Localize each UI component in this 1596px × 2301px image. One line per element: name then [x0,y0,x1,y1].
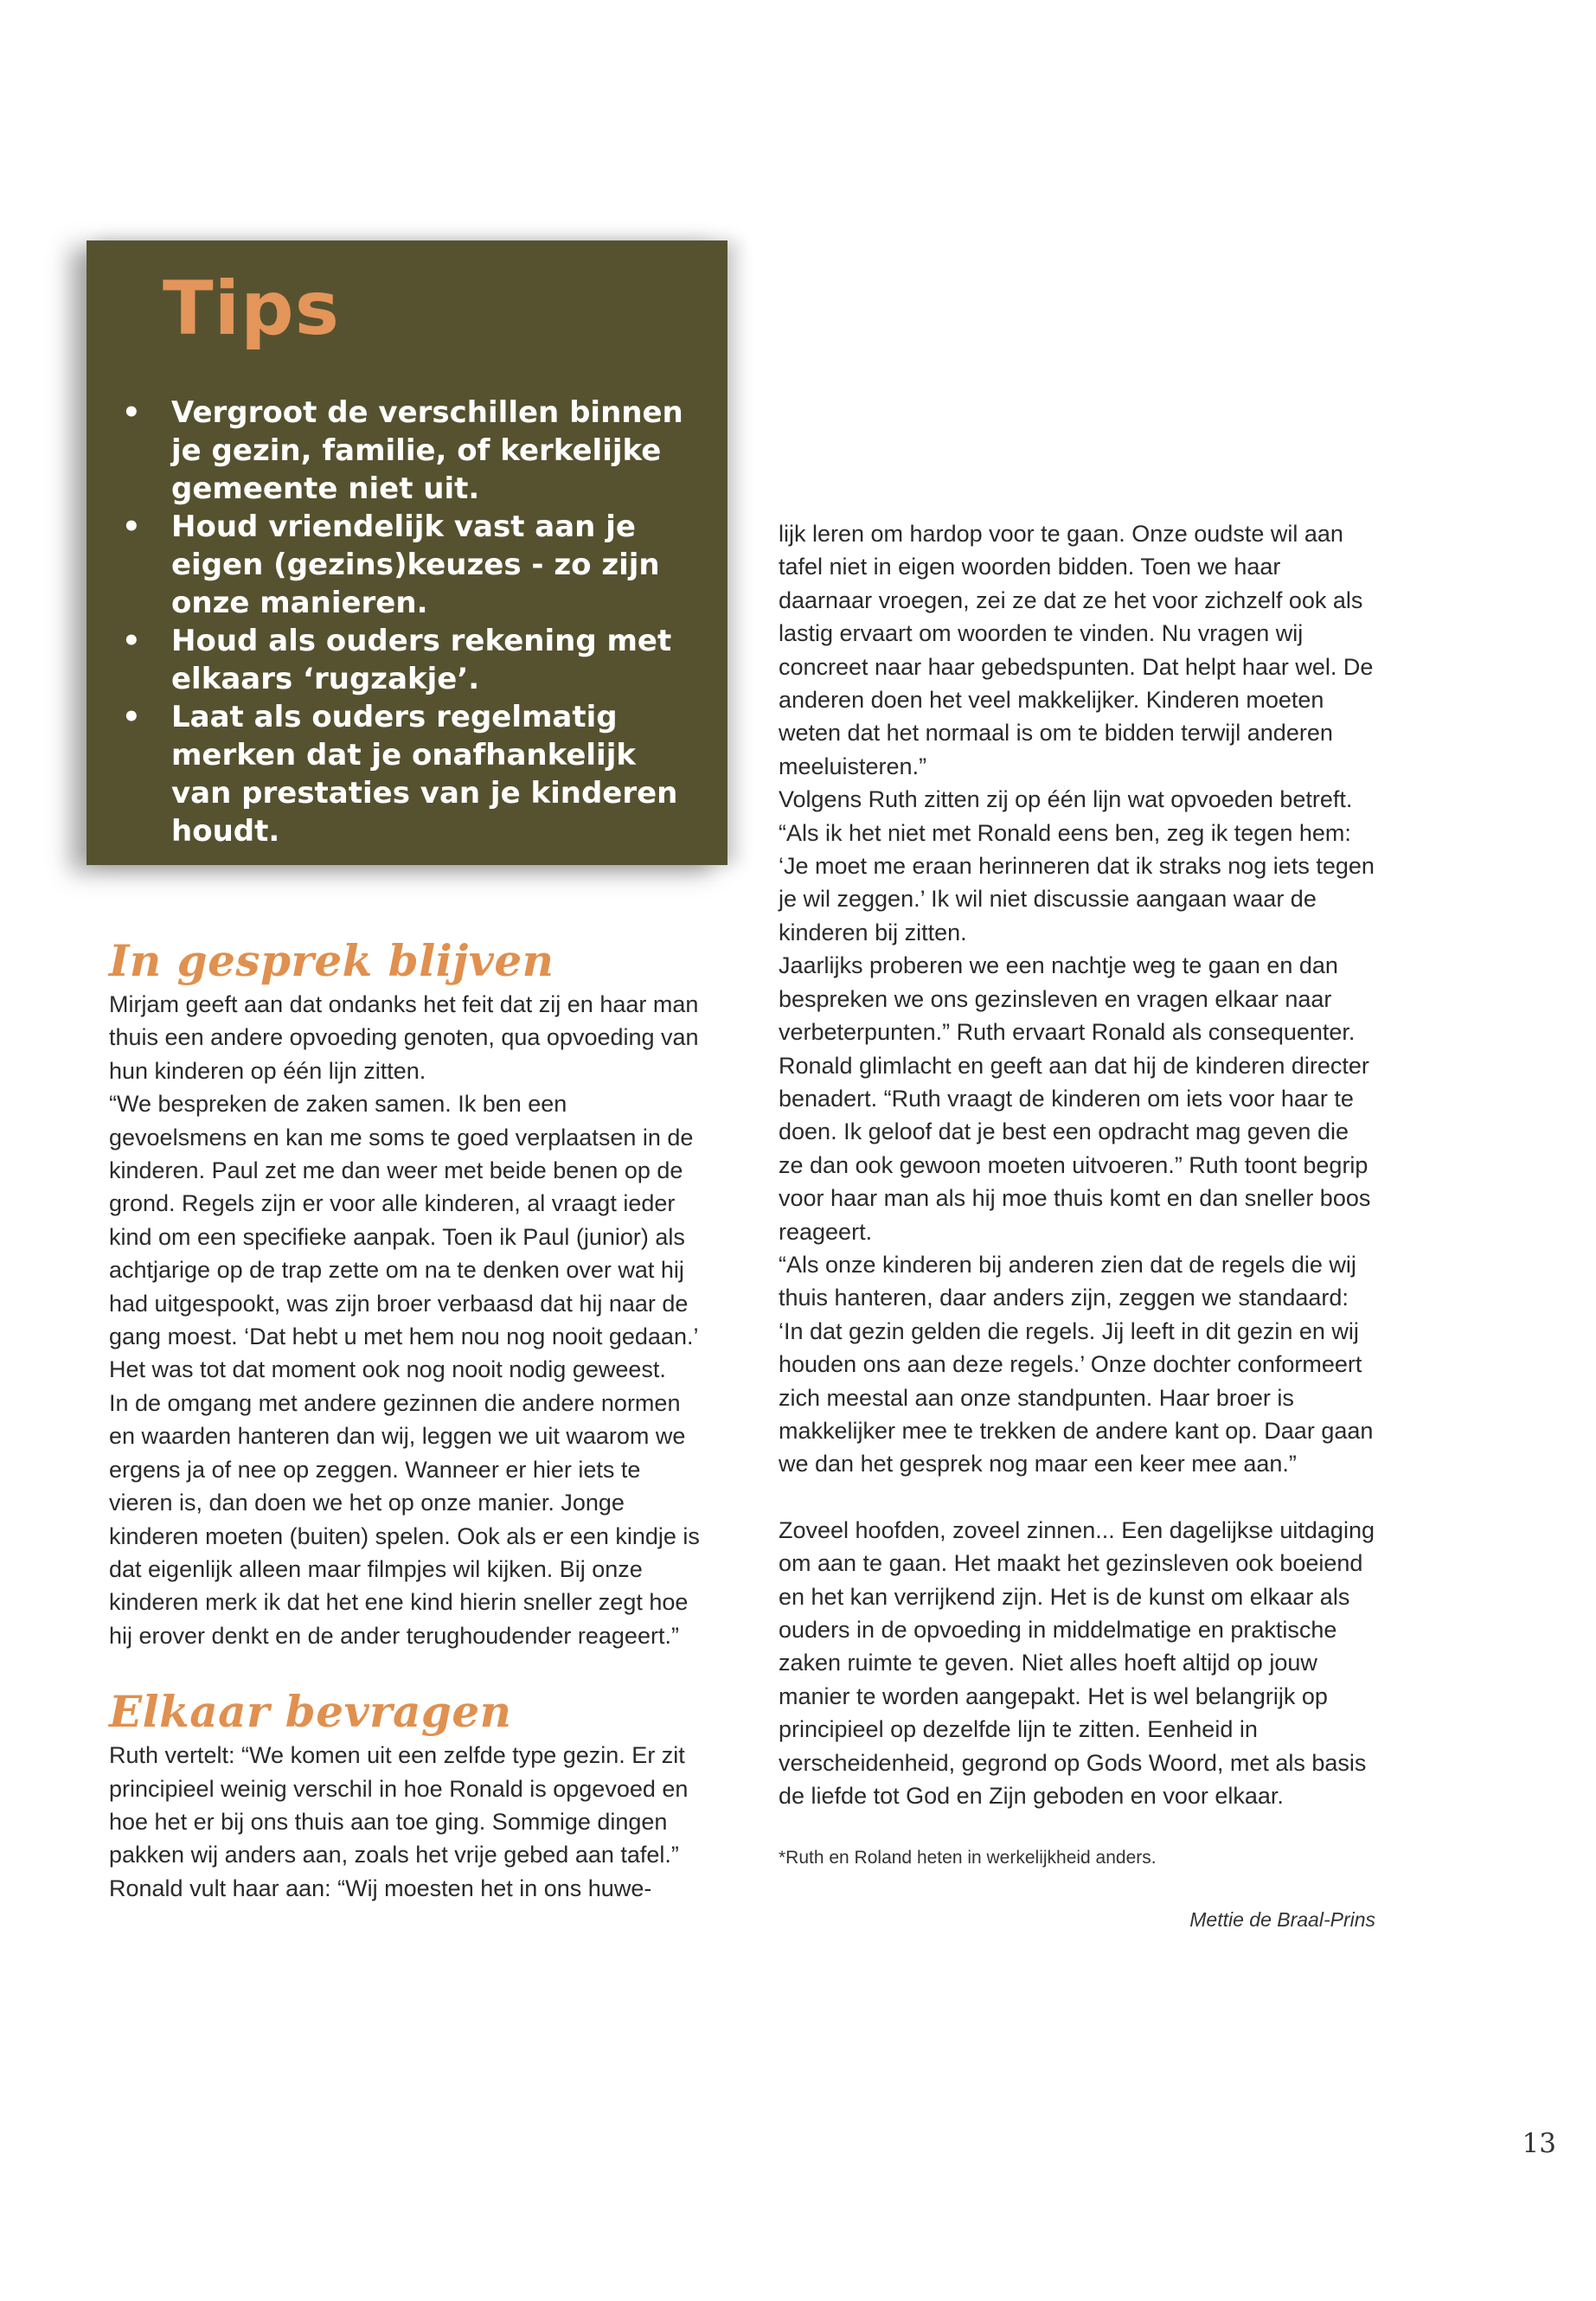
page-number: 13 [1522,2128,1556,2159]
tips-list [122,394,702,850]
tips-title: Tips [163,266,340,352]
body-paragraph: In de omgang met andere gezinnen die andere normen en waarden hanteren dan wij, leggen we uit waarom we ergens ja of nee op zeggen. Wanneer er hier iets te vieren is, dan doen we het op onze manier. Jonge kinderen moeten (buiten) spelen. Ook als er een kindje is dat eigenlijk alleen maar filmpjes wil kijken. Bij onze kinderen merk ik dat het ene kind hierin sneller zegt hoe hij erover denkt en de ander terughoudender reageert.” [109,1389,700,1649]
section-heading-in-gesprek-blijven: In gesprek blijven [109,935,554,986]
conclusion-paragraph: Zoveel hoofden, zoveel zinnen... Een dagelijkse uitdaging om aan te gaan. Het maakt het gezinsleven ook boeiend en het kan verrijkend zijn. Het is de kunst om elkaar als ouders in de opvoeding in middelmatige en praktische zaken ruimte te geven. Niet alles hoeft altijd op jouw manier te worden aangepakt. Het is wel belangrijk op principieel op dezelfde lijn te zitten. Eenheid in verscheidenheid, gegrond op Gods Woord, met als basis de liefde tot God en Zijn geboden en voor elkaar. [779,1516,1375,1810]
body-paragraph-continuation: lijk leren om hardop voor te gaan. Onze oudste wil aan tafel niet in eigen woorden bidden. Toen we haar daarnaar vroegen, zei ze dat ze het voor zichzelf ook als lastig ervaart om woorden te vinden. Nu vragen wij concreet naar haar gebedspunten. Dat helpt haar wel. De anderen doen het veel makkelijker. Kinderen moeten weten dat het normaal is om te bidden terwijl anderen meeluisteren.” [779,521,1374,779]
section-heading-elkaar-bevragen: Elkaar bevragen [109,1686,512,1738]
body-paragraph-continued: Ronald vult haar aan: “Wij moesten het in ons huwe- [109,1875,652,1901]
footnote: *Ruth en Roland heten in werkelijkheid anders. [779,1848,1157,1868]
tip-item: • Houd vriendelijk vast aan je eigen (gezins)keuzes - zo zijn onze manieren. [122,508,702,622]
body-paragraph: Jaarlijks proberen we een nachtje weg te gaan en dan bespreken we ons gezinsleven en vragen elkaar naar verbeterpunten.” Ruth ervaart Ronald als consequenter. Ronald glimlacht en geeft aan dat hij de kinderen directer benadert. “Ruth vraagt de kinderen om iets voor haar te doen. Ik geloof dat je best een opdracht mag geven die ze dan ook gewoon moeten uitvoeren.” Ruth toont begrip voor haar man als hij moe thuis komt en dan sneller boos reageert. [779,952,1371,1245]
body-paragraph: Mirjam geeft aan dat ondanks het feit dat zij en haar man thuis een andere opvoeding genoten, qua opvoeding van hun kinderen op één lijn zitten. [109,991,699,1084]
right-column [779,517,1375,1933]
tips-box [87,240,727,865]
tip-item: • Houd als ouders rekening met elkaars ‘rugzakje’. [122,622,702,698]
section-spacer [779,1812,1375,1845]
body-paragraph: Volgens Ruth zitten zij op één lijn wat opvoeden betreft. “Als ik het niet met Ronald eens ben, zeg ik tegen hem: ‘Je moet me eraan herinneren dat ik straks nog iets tegen je wil zeggen.’ Ik wil niet discussie aangaan waar de kinderen bij zitten. [779,786,1375,945]
author-name: Mettie de Braal-Prins [1189,1908,1375,1932]
section-spacer [779,1871,1375,1906]
body-paragraph: “Als onze kinderen bij anderen zien dat de regels die wij thuis hanteren, daar anders zijn, zeggen we standaard: ‘In dat gezin gelden die regels. Jij leeft in dit gezin en wij houden ons aan deze regels.’ Onze dochter conformeert zich meestal aan onze standpunten. Haar broer is makkelijker mee te trekken de andere kant op. Daar gaan we dan het gesprek nog maar een keer mee aan.” [779,1251,1374,1477]
section-spacer [109,1652,708,1685]
section-spacer [779,1481,1375,1514]
tip-item: • Vergroot de verschillen binnen je gezin, familie, of kerkelijke gemeente niet uit. [122,394,702,508]
left-column [109,934,708,1905]
tip-item: • Laat als ouders regelmatig merken dat je onafhankelijk van prestaties van je kinderen houdt. [122,698,702,850]
body-paragraph: Ruth vertelt: “We komen uit een zelfde type gezin. Er zit principieel weinig verschil in hoe Ronald is opgevoed en hoe het er bij ons thuis aan toe ging. Sommige dingen pakken wij anders aan, zoals het vrije gebed aan tafel.” [109,1742,689,1868]
body-paragraph: “We bespreken de zaken samen. Ik ben een gevoelsmens en kan me soms te goed verplaatsen in de kinderen. Paul zet me dan weer met beide benen op de grond. Regels zijn er voor alle kinderen, al vraagt ieder kind om een specifieke aanpak. Toen ik Paul (junior) als achtjarige op de trap zette om na te denken over wat hij had uitgespookt, was zijn broer verbaasd dat hij naar de gang moest. ‘Dat hebt u met hem nou nog nooit gedaan.’ Het was tot dat moment ook nog nooit nodig geweest. [109,1091,698,1383]
